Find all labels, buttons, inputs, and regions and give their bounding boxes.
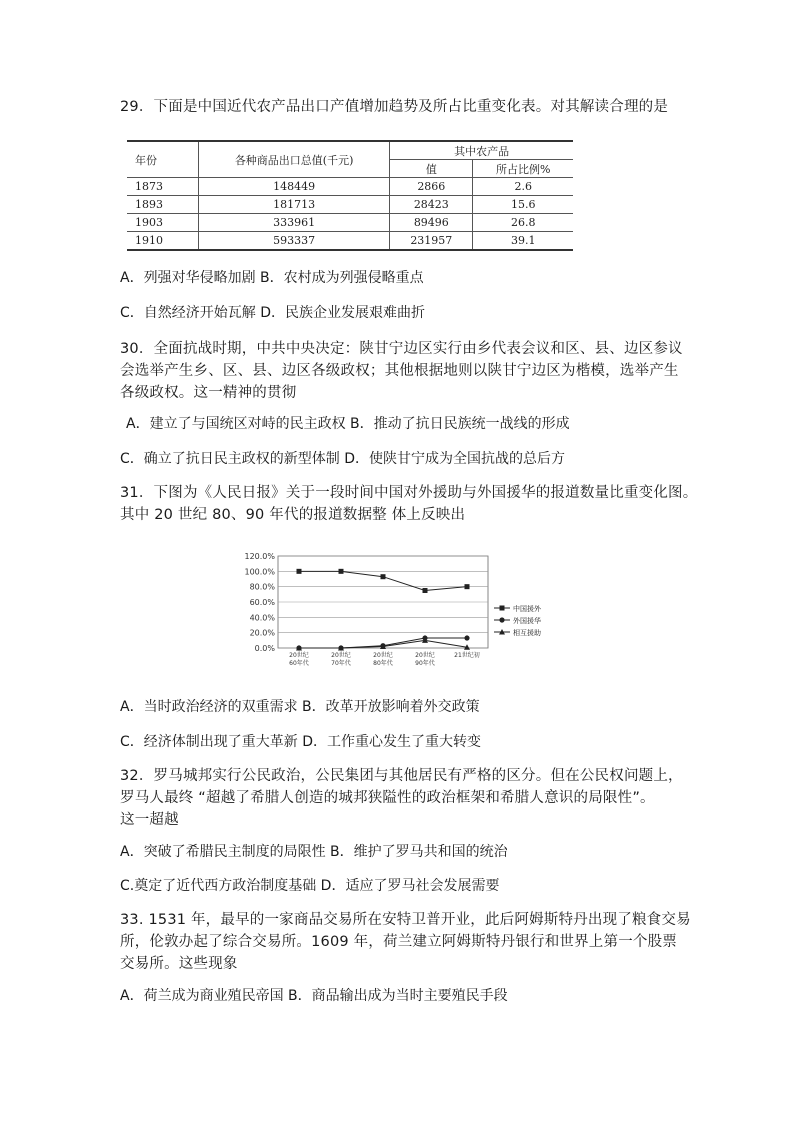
cell-total: 593337 <box>199 232 390 251</box>
y-tick-label: 80.0% <box>249 582 275 592</box>
y-tick-label: 60.0% <box>249 598 275 607</box>
cell-value: 231957 <box>390 232 473 251</box>
q33-stem-line1: 33. 1531 年，最早的一家商品交易所在安特卫普开业，此后阿姆斯特丹出现了粮食交易 <box>120 912 691 928</box>
point-square <box>339 569 344 574</box>
x-tick-label: 20世纪 <box>415 652 435 659</box>
y-tick-label: 40.0% <box>249 613 275 623</box>
q29-options-ab: A．列强对华侵略加剧 B．农村成为列强侵略重点 <box>120 270 424 286</box>
cell-value: 28423 <box>390 196 473 214</box>
q32-stem-line2: 罗马人最终 “超越了希腊人创造的城邦狭隘性的政治框架和希腊人意识的局限性”。 <box>120 790 655 806</box>
y-tick-label: 100.0% <box>244 567 275 577</box>
x-tick-label: 90年代 <box>415 660 435 667</box>
q30-options-cd: C．确立了抗日民主政权的新型体制 D．使陕甘宁成为全国抗战的总后方 <box>120 451 566 467</box>
table-row <box>127 178 573 196</box>
table-row <box>127 232 573 251</box>
x-tick-label: 60年代 <box>289 660 309 667</box>
cell-share: 15.6 <box>473 196 573 214</box>
q31-options-ab: A．当时政治经济的双重需求 B．改革开放影响着外交政策 <box>120 699 480 715</box>
cell-year: 1903 <box>127 214 199 232</box>
q32-options-ab: A．突破了希腊民主制度的局限性 B．维护了罗马共和国的统治 <box>120 844 508 860</box>
cell-value: 89496 <box>390 214 473 232</box>
q31-stem-line1: 31．下图为《人民日报》关于一段时间中国对外援助与外国援华的报道数量比重变化图。 <box>120 485 698 501</box>
q30-stem-line1: 30．全面抗战时期，中共中央决定：陕甘宁边区实行由乡代表会议和区、县、边区参议 <box>120 341 683 357</box>
q29-stem: 29．下面是中国近代农产品出口产值增加趋势及所占比重变化表。对其解读合理的是 <box>120 99 669 115</box>
col-agri-header: 其中农产品 <box>390 141 573 160</box>
cell-total: 333961 <box>199 214 390 232</box>
col-value-header: 值 <box>390 160 473 178</box>
col-share-header: 所占比例% <box>473 160 573 178</box>
q30-stem-line3: 各级政权。这一精神的贯彻 <box>120 385 297 401</box>
cell-total: 181713 <box>199 196 390 214</box>
cell-share: 26.8 <box>473 214 573 232</box>
q32-stem-line3: 这一超越 <box>120 812 179 828</box>
q31-line-chart <box>238 548 558 673</box>
x-tick-label: 80年代 <box>373 660 393 667</box>
point-circle <box>464 635 469 640</box>
cell-value: 2866 <box>390 178 473 196</box>
y-tick-label: 0.0% <box>254 644 275 653</box>
point-square <box>381 574 386 579</box>
col-total-header: 各种商品出口总值(千元) <box>199 141 390 178</box>
table-row <box>127 214 573 232</box>
cell-total: 148449 <box>199 178 390 196</box>
point-square <box>297 569 302 574</box>
table-row <box>127 196 573 214</box>
q30-options-ab: A．建立了与国统区对峙的民主政权 B．推动了抗日民族统一战线的形成 <box>126 416 570 432</box>
legend-label: 中国援外 <box>513 605 541 613</box>
q32-options-cd: C.奠定了近代西方政治制度基础 D．适应了罗马社会发展需要 <box>120 878 500 894</box>
col-year-header: 年份 <box>127 141 199 178</box>
point-square <box>500 606 505 611</box>
x-tick-label: 20世纪 <box>289 652 309 659</box>
cell-year: 1893 <box>127 196 199 214</box>
x-tick-label: 21世纪初 <box>454 652 480 659</box>
q33-options-ab: A．荷兰成为商业殖民帝国 B．商品输出成为当时主要殖民手段 <box>120 988 508 1004</box>
q31-options-cd: C．经济体制出现了重大革新 D．工作重心发生了重大转变 <box>120 734 482 750</box>
q30-stem-line2: 会选举产生乡、区、县、边区各级政权；其他根据地则以陕甘宁边区为楷模，选举产生 <box>120 363 679 379</box>
q29-export-table <box>127 140 573 251</box>
cell-share: 2.6 <box>473 178 573 196</box>
legend-label: 外国援华 <box>513 617 541 625</box>
q33-stem-line3: 交易所。这些现象 <box>120 956 238 972</box>
point-square <box>423 588 428 593</box>
cell-year: 1873 <box>127 178 199 196</box>
q33-stem-line2: 所，伦敦办起了综合交易所。1609 年，荷兰建立阿姆斯特丹银行和世界上第一个股票 <box>120 934 678 950</box>
legend-label: 相互援助 <box>513 629 541 637</box>
q29-options-cd: C．自然经济开始瓦解 D．民族企业发展艰难曲折 <box>120 305 426 321</box>
q31-stem-line2: 其中 20 世纪 80、90 年代的报道数据整 体上反映出 <box>120 507 466 523</box>
x-tick-label: 70年代 <box>331 660 351 667</box>
point-circle <box>499 617 504 622</box>
q32-stem-line1: 32．罗马城邦实行公民政治，公民集团与其他居民有严格的区分。但在公民权问题上， <box>120 768 683 784</box>
point-square <box>465 584 470 589</box>
x-tick-label: 20世纪 <box>331 652 351 659</box>
y-tick-label: 120.0% <box>244 552 275 561</box>
x-tick-label: 20世纪 <box>373 652 393 659</box>
y-tick-label: 20.0% <box>249 628 275 638</box>
cell-year: 1910 <box>127 232 199 251</box>
cell-share: 39.1 <box>473 232 573 251</box>
